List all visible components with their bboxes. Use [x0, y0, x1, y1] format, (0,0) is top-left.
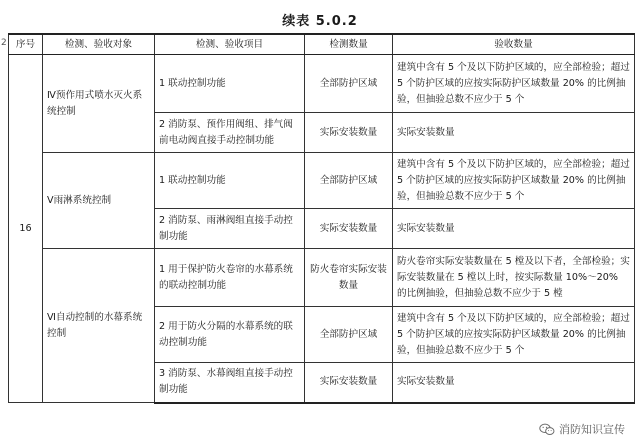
acceptance-cell: 实际安装数量	[393, 209, 635, 249]
object-cell: Ⅳ预作用式喷水灭火系统控制	[43, 55, 155, 153]
acceptance-cell: 建筑中含有 5 个及以下防护区域的，应全部检验；超过 5 个防护区域的应按实际防护区域数量 20% 的比例抽验，但抽验总数不应少于 5 个	[393, 153, 635, 209]
table-row	[9, 249, 635, 307]
header-quantity: 检测数量	[305, 34, 393, 55]
wechat-icon	[539, 423, 555, 436]
item-cell: 1 联动控制功能	[155, 55, 305, 113]
watermark-text: 消防知识宣传	[559, 423, 625, 436]
page-edge-mark: 2	[1, 38, 7, 48]
item-cell: 2 消防泵、雨淋阀组直接手动控制功能	[155, 209, 305, 249]
object-cell: Ⅵ自动控制的水幕系统控制	[43, 249, 155, 403]
quantity-cell: 全部防护区域	[305, 307, 393, 363]
acceptance-table	[8, 33, 635, 404]
object-cell: Ⅴ雨淋系统控制	[43, 153, 155, 249]
item-cell: 3 消防泵、水幕阀组直接手动控制功能	[155, 363, 305, 403]
item-cell: 2 消防泵、预作用阀组、排气阀前电动阀直接手动控制功能	[155, 113, 305, 153]
quantity-cell: 全部防护区域	[305, 55, 393, 113]
watermark	[536, 420, 628, 438]
acceptance-cell: 防火卷帘实际安装数量在 5 樘及以下者，全部检验；实际安装数量在 5 樘以上时，按实际数量 10%～20% 的比例抽验，但抽验总数不应少于 5 樘	[393, 249, 635, 307]
quantity-cell: 全部防护区域	[305, 153, 393, 209]
quantity-cell: 实际安装数量	[305, 113, 393, 153]
header-acceptance: 验收数量	[393, 34, 635, 55]
item-cell: 2 用于防火分隔的水幕系统的联动控制功能	[155, 307, 305, 363]
seq-number: 16	[9, 55, 43, 403]
acceptance-cell: 实际安装数量	[393, 113, 635, 153]
header-seq: 序号	[9, 34, 43, 55]
quantity-cell: 防火卷帘实际安装数量	[305, 249, 393, 307]
header-object: 检测、验收对象	[43, 34, 155, 55]
item-cell: 1 联动控制功能	[155, 153, 305, 209]
quantity-cell: 实际安装数量	[305, 209, 393, 249]
item-cell: 1 用于保护防火卷帘的水幕系统的联动控制功能	[155, 249, 305, 307]
acceptance-cell: 实际安装数量	[393, 363, 635, 403]
acceptance-cell: 建筑中含有 5 个及以下防护区域的，应全部检验；超过 5 个防护区域的应按实际防护区域数量 20% 的比例抽验，但抽验总数不应少于 5 个	[393, 55, 635, 113]
quantity-cell: 实际安装数量	[305, 363, 393, 403]
header-item: 检测、验收项目	[155, 34, 305, 55]
table-row	[9, 55, 635, 113]
acceptance-cell: 建筑中含有 5 个及以下防护区域的，应全部检验；超过 5 个防护区域的应按实际防护区域数量 20% 的比例抽验，但抽验总数不应少于 5 个	[393, 307, 635, 363]
table-title: 续表 5.0.2	[282, 14, 358, 29]
table-header-row	[9, 34, 635, 55]
table-row	[9, 153, 635, 209]
